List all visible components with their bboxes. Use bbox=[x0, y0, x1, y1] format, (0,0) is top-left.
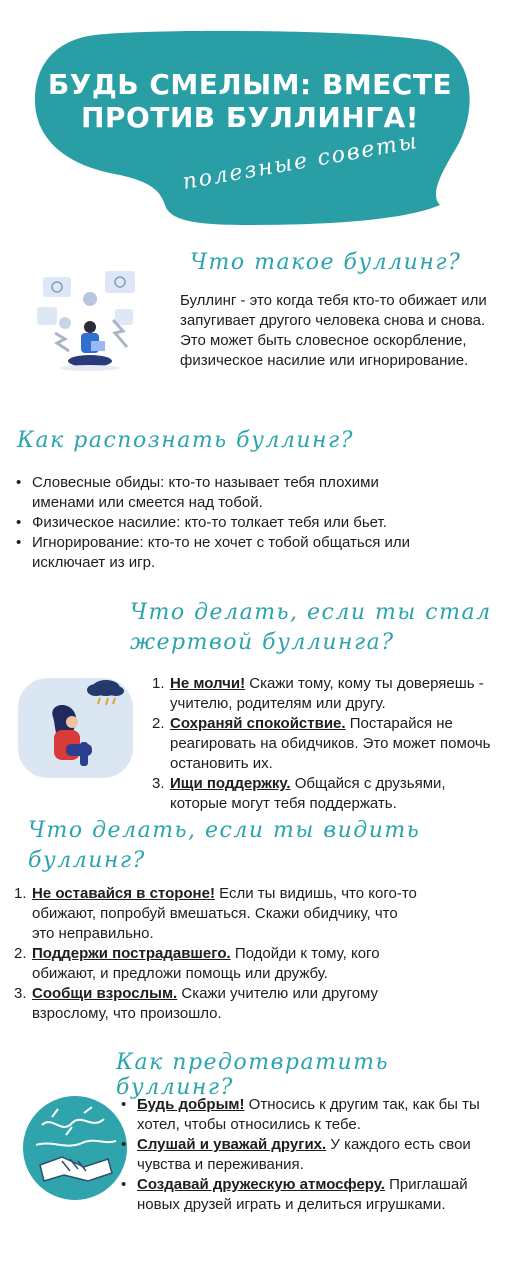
list-item bbox=[152, 674, 500, 714]
sad-girl-illustration bbox=[18, 672, 133, 782]
handshake-illustration bbox=[22, 1095, 128, 1201]
item-number: 1. bbox=[152, 675, 165, 692]
list-item bbox=[152, 774, 500, 814]
item-bold: Слушай и уважай других. bbox=[137, 1136, 327, 1153]
item-text: Приглашай новых друзей играть и делиться игрушками. bbox=[137, 1176, 468, 1213]
item-bold: Сообщи взрослым. bbox=[32, 985, 178, 1002]
item-number: 2. bbox=[152, 715, 165, 732]
list-item bbox=[14, 984, 419, 1024]
item-number: 1. bbox=[14, 885, 27, 902]
item-text: Если ты видишь, что кого-то обижают, попробуй вмешаться. Скажи обидчику, что это неправильно. bbox=[32, 885, 417, 942]
item-text: Подойди к тому, кого обижают, и предложи помощь или дружбу. bbox=[32, 945, 380, 982]
item-number: 3. bbox=[152, 775, 165, 792]
item-bold: Сохраняй спокойствие. bbox=[170, 715, 346, 732]
what-heading: Что такое буллинг? bbox=[190, 250, 462, 275]
witness-list bbox=[14, 884, 419, 1024]
item-bold: Не молчи! bbox=[170, 675, 246, 692]
victim-heading-line-1: Что делать, если ты стал bbox=[130, 600, 492, 625]
witness-heading-line-1: Что делать, если ты видить bbox=[28, 818, 421, 843]
list-item bbox=[152, 714, 500, 774]
victim-heading-line-2: жертвой буллинга? bbox=[130, 630, 395, 655]
prevent-list bbox=[119, 1095, 499, 1215]
list-item bbox=[119, 1135, 499, 1175]
victim-heading bbox=[130, 598, 492, 658]
list-item bbox=[119, 1175, 499, 1215]
item-bold: Ищи поддержку. bbox=[170, 775, 291, 792]
item-bold: Будь добрым! bbox=[137, 1096, 245, 1113]
item-number: 3. bbox=[14, 985, 27, 1002]
stressed-person-illustration bbox=[35, 265, 140, 375]
item-bold: Создавай дружескую атмосферу. bbox=[137, 1176, 385, 1193]
list-item: • Игнорирование: кто-то не хочет с тобой общаться или исключает из игр. bbox=[14, 533, 414, 573]
title-line-2: ПРОТИВ БУЛЛИНГА! bbox=[81, 101, 419, 134]
item-text: У каждого есть свои чувства и переживания. bbox=[137, 1136, 471, 1173]
item-text: Относись к другим так, как бы ты хотел, чтобы относились к тебе. bbox=[137, 1096, 480, 1133]
title-line-1: БУДЬ СМЕЛЫМ: ВМЕСТЕ bbox=[47, 68, 453, 101]
item-number: 2. bbox=[14, 945, 27, 962]
list-item: • Словесные обиды: кто-то называет тебя плохими именами или смеется над тобой. bbox=[14, 473, 414, 513]
subtitle: полезные советы bbox=[180, 128, 421, 195]
item-bold: Не оставайся в стороне! bbox=[32, 885, 215, 902]
item-text: Общайся с друзьями, которые могут тебя поддержать. bbox=[170, 775, 446, 812]
item-text: Скажи учителю или другому взрослому, что произошло. bbox=[32, 985, 379, 1022]
item-text: Постарайся не реагировать на обидчиков. Это может помочь остановить их. bbox=[170, 715, 491, 772]
recognize-list bbox=[14, 473, 414, 573]
page-title bbox=[40, 68, 460, 134]
what-text: Буллинг - это когда тебя кто-то обижает или запугивает другого человека снова и снова. Это может быть словесное оскорбление, физическое насилие или игнорирование. bbox=[180, 292, 487, 369]
witness-heading bbox=[28, 816, 420, 876]
witness-heading-line-2: буллинг? bbox=[28, 848, 146, 873]
list-item bbox=[14, 884, 419, 944]
item-text: Скажи тому, кому ты доверяешь - учителю, родителям или другу. bbox=[170, 675, 484, 712]
list-item: • Физическое насилие: кто-то толкает тебя или бьет. bbox=[14, 513, 414, 533]
prevent-heading: Как предотвратить буллинг? bbox=[116, 1050, 389, 1100]
item-bold: Поддержи пострадавшего. bbox=[32, 945, 231, 962]
list-item bbox=[14, 944, 419, 984]
victim-list bbox=[152, 674, 500, 814]
recognize-heading: Как распознать буллинг? bbox=[17, 428, 354, 453]
list-item bbox=[119, 1095, 499, 1135]
